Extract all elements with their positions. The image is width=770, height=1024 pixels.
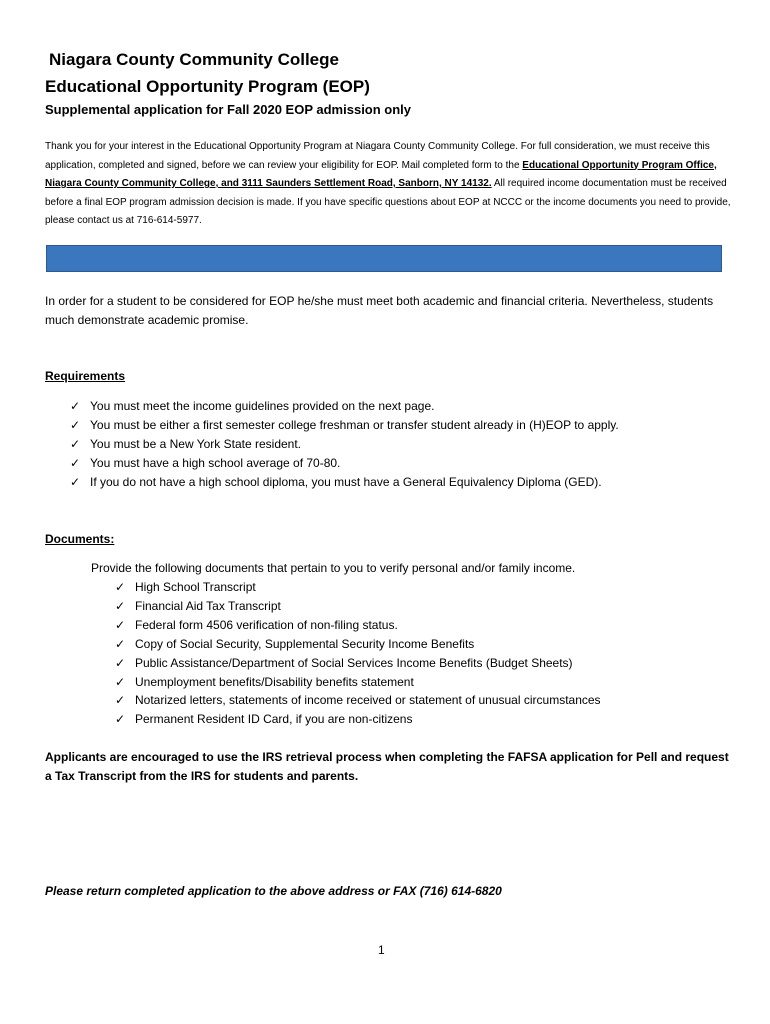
list-item xyxy=(113,691,601,710)
document-text: High School Transcript xyxy=(135,580,256,594)
requirement-text: You must be either a first semester college freshman or transfer student already in (H)EOP to apply. xyxy=(90,417,619,432)
page-number: 1 xyxy=(378,943,385,957)
requirements-heading: Requirements xyxy=(45,369,126,383)
list-item xyxy=(68,416,619,435)
list-item xyxy=(68,454,619,473)
list-item xyxy=(113,654,601,673)
list-item xyxy=(68,435,619,454)
list-item xyxy=(113,597,601,616)
documents-intro: Provide the following documents that pertain to you to verify personal and/or family income. xyxy=(91,561,576,575)
list-item xyxy=(113,710,601,729)
requirement-text: You must meet the income guidelines provided on the next page. xyxy=(90,399,435,413)
program-title: Educational Opportunity Program (EOP) xyxy=(45,77,370,96)
document-text: Copy of Social Security, Supplemental Security Income Benefits xyxy=(135,636,475,651)
list-item xyxy=(68,397,619,416)
checkmark-icon: ✓ xyxy=(69,436,81,451)
checkmark-icon: ✓ xyxy=(114,598,126,613)
irs-note: Applicants are encouraged to use the IRS retrieval process when completing the FAFSA application for Pell and request a Tax Transcript from the IRS for students and parents. xyxy=(45,750,729,783)
document-text: Notarized letters, statements of income received or statement of unusual circumstances xyxy=(135,693,601,708)
criteria-paragraph: In order for a student to be considered for EOP he/she must meet both academic and financial criteria. Nevertheless, students much demonstrate academic promise. xyxy=(45,294,714,327)
application-subtitle: Supplemental application for Fall 2020 EOP admission only xyxy=(45,102,412,117)
checkmark-icon: ✓ xyxy=(69,417,81,432)
checkmark-icon: ✓ xyxy=(114,580,126,594)
checkmark-icon: ✓ xyxy=(114,636,126,651)
document-text: Permanent Resident ID Card, if you are non-citizens xyxy=(135,712,413,727)
intro-paragraph xyxy=(45,138,735,231)
requirements-list xyxy=(68,397,619,492)
document-text: Public Assistance/Department of Social Services Income Benefits (Budget Sheets) xyxy=(135,655,573,670)
requirement-text: You must have a high school average of 70-80. xyxy=(90,455,341,470)
intro-text-before: Thank you for your interest in the Educational Opportunity Program at Niagara County Community College. For full consideration, we must receive this application, completed and signed, before we can review your eligibility for EOP. Mail completed form to the xyxy=(45,141,710,171)
checkmark-icon: ✓ xyxy=(69,474,81,489)
list-item xyxy=(113,616,601,635)
requirement-text: You must be a New York State resident. xyxy=(90,436,302,451)
mailing-address: Educational Opportunity Program Office, Niagara County Community College, and 3111 Saunders Settlement Road, Sanborn, NY 14132. xyxy=(45,159,717,189)
list-item xyxy=(113,673,601,692)
checkmark-icon: ✓ xyxy=(114,617,126,632)
document-text: Financial Aid Tax Transcript xyxy=(135,598,281,613)
list-item xyxy=(68,473,619,492)
list-item xyxy=(113,635,601,654)
checkmark-icon: ✓ xyxy=(114,655,126,670)
college-name: Niagara County Community College xyxy=(49,50,339,69)
document-text: Unemployment benefits/Disability benefits statement xyxy=(135,674,414,689)
requirement-text: If you do not have a high school diploma, you must have a General Equivalency Diploma (GED). xyxy=(90,474,602,489)
documents-heading: Documents: xyxy=(45,532,115,546)
checkmark-icon: ✓ xyxy=(114,674,126,689)
checkmark-icon: ✓ xyxy=(114,693,126,708)
intro-text-after: All required income documentation must be received before a final EOP program admission decision is made. If you have specific questions about EOP at NCCC or the income documents you need to provide, please contact us at 716-614-5977. xyxy=(45,178,731,226)
document-text: Federal form 4506 verification of non-filing status. xyxy=(135,617,398,632)
documents-list xyxy=(113,578,601,729)
section-banner xyxy=(46,245,722,272)
checkmark-icon: ✓ xyxy=(69,455,81,470)
checkmark-icon: ✓ xyxy=(69,399,81,413)
return-instructions: Please return completed application to the above address or FAX (716) 614-6820 xyxy=(45,884,502,898)
checkmark-icon: ✓ xyxy=(114,712,126,727)
list-item xyxy=(113,578,601,597)
